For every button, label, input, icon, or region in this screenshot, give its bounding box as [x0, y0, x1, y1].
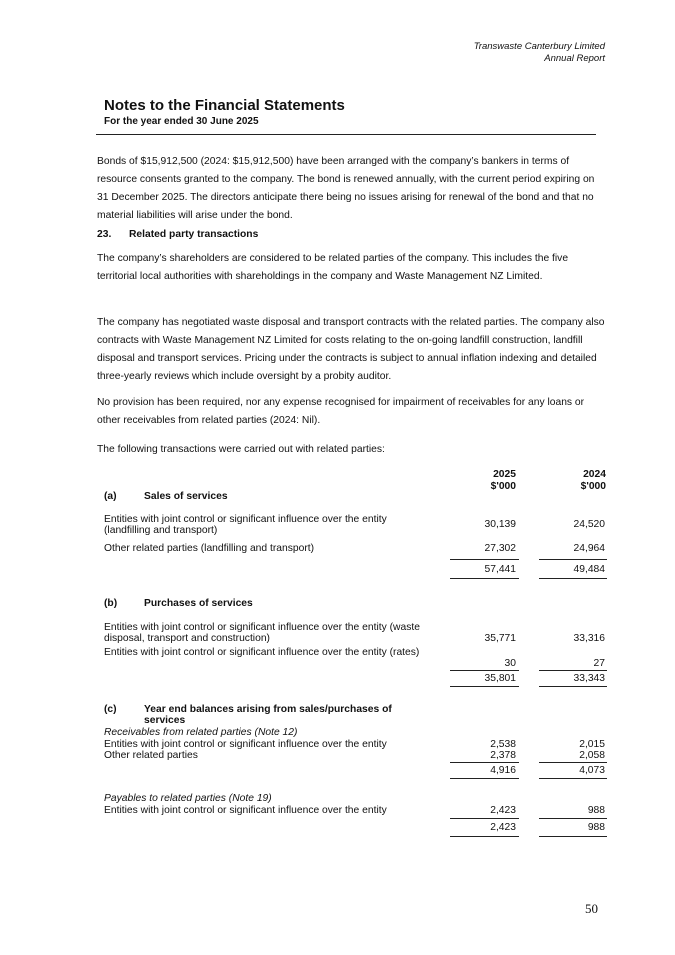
total-rule: [539, 578, 607, 579]
total-rule: [450, 686, 519, 687]
page-subtitle: For the year ended 30 June 2025: [104, 116, 259, 127]
contracts-paragraph: The company has negotiated waste disposal and transport contracts with the related parties. The company also contracts with Waste Management NZ Limited for costs relating to the on-going landfill construction, landfill disposal and transport services. Pricing under the contracts is subject to annual inflation indexing and detailed three-yearly reviews which include oversight by a probity auditor.: [97, 317, 605, 382]
balances-letter: (c): [104, 704, 117, 715]
section-title: Related party transactions: [129, 229, 259, 240]
table-cell-2024: 27: [593, 658, 605, 669]
shareholders-paragraph: The company’s shareholders are considered to be related parties of the company. This includes the five territorial local authorities with shareholdings in the company and Waste Management NZ Limited.: [97, 253, 569, 282]
balances-heading: [104, 704, 414, 726]
subtotal-rule: [539, 762, 607, 763]
table-cell-2024: 988: [587, 805, 605, 816]
table-cell-2025: 2,423: [490, 805, 516, 816]
table-cell-2024: 33,316: [573, 633, 605, 644]
total-rule: [450, 836, 519, 837]
total-rule: [450, 778, 519, 779]
report-header: [474, 41, 605, 65]
table-row-label: Other related parties (landfilling and transport): [104, 543, 315, 554]
report-name: Annual Report: [544, 53, 605, 64]
subtotal-rule: [539, 818, 607, 819]
page-number: 50: [585, 901, 598, 916]
total-rule: [539, 778, 607, 779]
total-rule: [539, 836, 607, 837]
table-cell-2025: 27,302: [484, 543, 516, 554]
purchases-heading: [104, 598, 414, 609]
table-row-label: Entities with joint control or significant influence over the entity (waste disposal, transport and construction): [104, 622, 420, 644]
total-2024: 33,343: [573, 673, 605, 684]
total-rule: [539, 686, 607, 687]
receivables-heading: Receivables from related parties (Note 12): [104, 727, 298, 738]
company-name: Transwaste Canterbury Limited: [473, 41, 605, 52]
sales-letter: (a): [104, 491, 117, 502]
total-2025: 2,423: [490, 822, 516, 833]
table-cell-2024: 2,015: [579, 739, 605, 750]
total-2025: 57,441: [484, 564, 516, 575]
column-header-2025: [456, 469, 516, 493]
title-divider: [96, 134, 596, 135]
subtotal-rule: [450, 818, 519, 819]
column-header-2024: [546, 469, 606, 493]
table-cell-2025: 35,771: [484, 633, 516, 644]
total-2024: 49,484: [573, 564, 605, 575]
payables-heading: Payables to related parties (Note 19): [104, 793, 272, 804]
intro-paragraph: The following transactions were carried out with related parties:: [97, 444, 385, 455]
subtotal-rule: [450, 670, 519, 671]
subtotal-rule: [450, 762, 519, 763]
column-year: 2025: [493, 469, 516, 480]
total-2024: 4,073: [579, 765, 605, 776]
table-cell-2024: 2,058: [579, 750, 605, 761]
sales-title: Sales of services: [144, 491, 228, 502]
table-cell-2024: 24,964: [573, 543, 605, 554]
section-heading: [97, 229, 258, 240]
page-title: Notes to the Financial Statements: [104, 97, 345, 114]
table-cell-2025: 2,378: [490, 750, 516, 761]
purchases-title: Purchases of services: [144, 598, 253, 609]
total-2025: 4,916: [490, 765, 516, 776]
column-unit: $'000: [490, 481, 516, 492]
purchases-letter: (b): [104, 598, 118, 609]
subtotal-rule: [450, 559, 519, 560]
column-unit: $'000: [580, 481, 606, 492]
balances-title: Year end balances arising from sales/purchases of services: [144, 704, 392, 726]
table-cell-2024: 24,520: [573, 519, 605, 530]
column-year: 2024: [583, 469, 606, 480]
sales-heading: [104, 491, 414, 502]
subtotal-rule: [539, 670, 607, 671]
table-cell-2025: 30: [504, 658, 516, 669]
section-number: 23.: [97, 229, 112, 240]
subtotal-rule: [539, 559, 607, 560]
total-rule: [450, 578, 519, 579]
provision-paragraph: No provision has been required, nor any expense recognised for impairment of receivables for any loans or other receivables from related parties (2024: Nil).: [97, 397, 585, 426]
total-2024: 988: [587, 822, 605, 833]
table-cell-2025: 30,139: [484, 519, 516, 530]
table-row-label: Entities with joint control or significant influence over the entity: [104, 739, 387, 750]
table-row-label: Entities with joint control or significant influence over the entity (landfilling and transport): [104, 514, 387, 536]
table-row-label: Entities with joint control or significant influence over the entity: [104, 805, 387, 816]
total-2025: 35,801: [484, 673, 516, 684]
table-row-label: Other related parties: [104, 750, 198, 761]
table-row-label: Entities with joint control or significant influence over the entity (rates): [104, 647, 420, 658]
bonds-paragraph: Bonds of $15,912,500 (2024: $15,912,500) have been arranged with the company’s bankers in terms of resource consents granted to the company. The bond is renewed annually, with the current period expiring on 31 December 2025. The directors anticipate there being no issues arising for renewal of the bond and that no material liabilities will arise under the bond.: [97, 156, 595, 221]
table-cell-2025: 2,538: [490, 739, 516, 750]
